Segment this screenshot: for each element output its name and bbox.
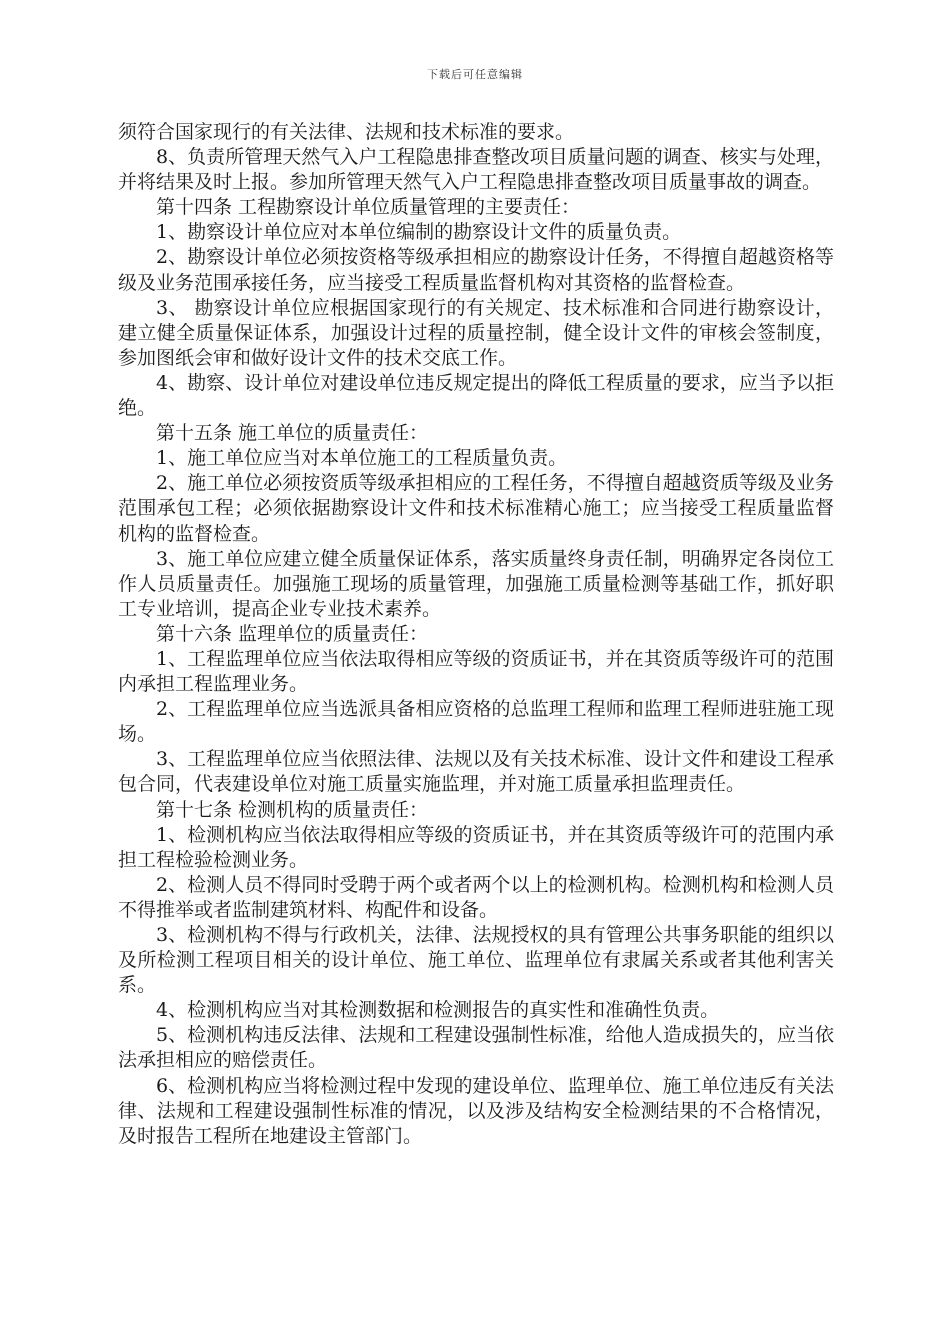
paragraph: 5、检测机构违反法律、法规和工程建设强制性标准，给他人造成损失的，应当依法承担相应的赔偿责任。 <box>118 1024 834 1072</box>
paragraph: 2、检测人员不得同时受聘于两个或者两个以上的检测机构。检测机构和检测人员不得推举或者监制建筑材料、构配件和设备。 <box>118 873 834 921</box>
paragraph: 6、检测机构应当将检测过程中发现的建设单位、监理单位、施工单位违反有关法律、法规和工程建设强制性标准的情况，以及涉及结构安全检测结果的不合格情况，及时报告工程所在地建设主管部门。 <box>118 1074 834 1147</box>
article-heading: 第十五条 施工单位的质量责任： <box>156 422 429 445</box>
paragraph: 3、 勘察设计单位应根据国家现行的有关规定、技术标准和合同进行勘察设计，建立健全质量保证体系，加强设计过程的质量控制，健全设计文件的审核会签制度，参加图纸会审和做好设计文件的技术交底工作。 <box>118 296 834 369</box>
paragraph: 3、检测机构不得与行政机关，法律、法规授权的具有管理公共事务职能的组织以及所检测工程项目相关的设计单位、施工单位、监理单位有隶属关系或者其他利害关系。 <box>118 924 834 997</box>
paragraph: 2、勘察设计单位必须按资格等级承担相应的勘察设计任务，不得擅自超越资格等级及业务范围承接任务，应当接受工程质量监督机构对其资格的监督检查。 <box>118 246 834 294</box>
paragraph: 8、负责所管理天然气入户工程隐患排查整改项目质量问题的调查、核实与处理，并将结果及时上报。参加所管理天然气入户工程隐患排查整改项目质量事故的调查。 <box>118 146 834 194</box>
paragraph: 1、勘察设计单位应对本单位编制的勘察设计文件的质量负责。 <box>156 221 682 244</box>
paragraph: 3、工程监理单位应当依照法律、法规以及有关技术标准、设计文件和建设工程承包合同，代表建设单位对施工质量实施监理，并对施工质量承担监理责任。 <box>118 748 834 796</box>
paragraph: 2、工程监理单位应当选派具备相应资格的总监理工程师和监理工程师进驻施工现场。 <box>118 698 834 746</box>
paragraph: 4、勘察、设计单位对建设单位违反规定提出的降低工程质量的要求，应当予以拒绝。 <box>118 371 834 420</box>
article-heading: 第十六条 监理单位的质量责任： <box>156 622 429 645</box>
paragraph: 3、施工单位应建立健全质量保证体系，落实质量终身责任制，明确界定各岗位工作人员质量责任。加强施工现场的质量管理，加强施工质量检测等基础工作，抓好职工专业培训，提高企业专业技术素养。 <box>118 547 834 620</box>
paragraph: 须符合国家现行的有关法律、法规和技术标准的要求。 <box>118 121 575 143</box>
paragraph: 1、工程监理单位应当依法取得相应等级的资质证书，并在其资质等级许可的范围内承担工程监理业务。 <box>118 647 834 696</box>
body-text <box>118 120 834 1149</box>
article-heading: 第十四条 工程勘察设计单位质量管理的主要责任： <box>156 196 581 219</box>
header-note: 下载后可任意编辑 <box>427 68 523 81</box>
paragraph: 1、检测机构应当依法取得相应等级的资质证书，并在其资质等级许可的范围内承担工程检验检测业务。 <box>118 823 834 871</box>
article-heading: 第十七条 检测机构的质量责任： <box>156 798 429 821</box>
paragraph: 2、施工单位必须按资质等级承担相应的工程任务，不得擅自超越资质等级及业务范围承包工程；必须依据勘察设计文件和技术标准精心施工；应当接受工程质量监督机构的监督检查。 <box>118 472 834 545</box>
paragraph: 1、施工单位应当对本单位施工的工程质量负责。 <box>156 447 568 470</box>
paragraph: 4、检测机构应当对其检测数据和检测报告的真实性和准确性负责。 <box>156 999 720 1022</box>
